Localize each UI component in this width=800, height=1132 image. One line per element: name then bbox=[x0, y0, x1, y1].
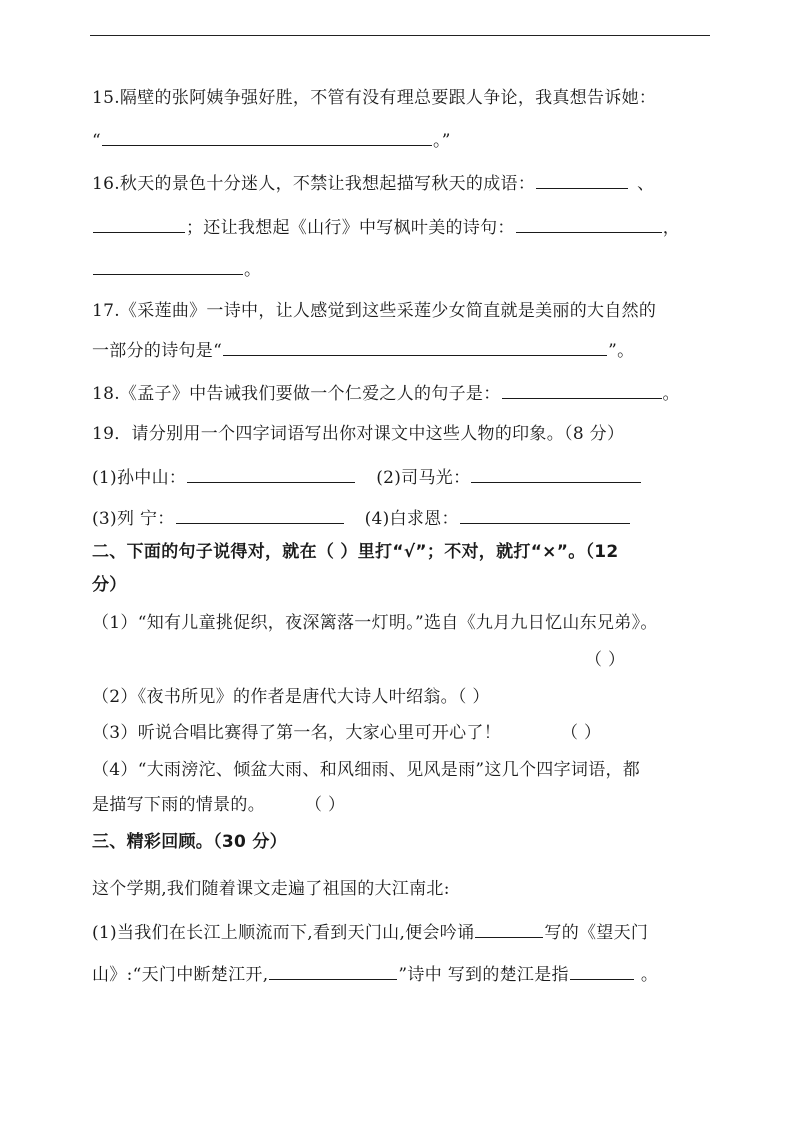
punct: 。 bbox=[244, 260, 262, 280]
item-text: 写的《望天门 bbox=[544, 923, 649, 943]
item-text: ”诗中 写到的楚江是指 bbox=[398, 965, 569, 985]
answer-blank[interactable] bbox=[102, 128, 432, 146]
question-17-text2: 一部分的诗句是“ bbox=[92, 341, 223, 361]
question-15-line2 bbox=[92, 128, 451, 153]
answer-blank[interactable] bbox=[536, 171, 628, 189]
open-quote: “ bbox=[92, 131, 101, 151]
punct: 、 bbox=[637, 174, 655, 194]
answer-paren[interactable]: （ ） bbox=[305, 795, 346, 815]
section-2-item1-answer[interactable] bbox=[585, 648, 625, 672]
answer-blank[interactable] bbox=[187, 465, 355, 483]
question-17-text: 17.《采莲曲》一诗中，让人感觉到这些采莲少女简直就是美丽的大自然的 bbox=[92, 301, 657, 321]
statement-text: （2）《夜书所见》的作者是唐代大诗人叶绍翁。（ ） bbox=[92, 687, 490, 707]
item-label: (1)孙中山： bbox=[92, 468, 187, 488]
answer-blank[interactable] bbox=[176, 506, 344, 524]
section-3-item1-line1 bbox=[92, 920, 648, 945]
punct: 。 bbox=[662, 384, 680, 404]
question-16-line3 bbox=[92, 257, 261, 282]
header-rule bbox=[90, 35, 710, 36]
answer-blank[interactable] bbox=[269, 962, 397, 980]
punct: ， bbox=[662, 218, 681, 238]
question-16-text-mid: ；还让我想起《山行》中写枫叶美的诗句： bbox=[186, 218, 515, 238]
intro-text: 这个学期,我们随着课文走遍了祖国的大江南北: bbox=[92, 879, 450, 899]
section-3-intro bbox=[92, 877, 450, 901]
answer-blank[interactable] bbox=[460, 506, 630, 524]
question-18 bbox=[92, 381, 680, 406]
item-label: (2)司马光： bbox=[376, 468, 471, 488]
question-16-line1 bbox=[92, 171, 654, 196]
answer-blank[interactable] bbox=[471, 465, 641, 483]
item-label: (3)列 宁： bbox=[92, 509, 175, 529]
section-2-title-line1 bbox=[92, 540, 619, 564]
question-17-line1 bbox=[92, 299, 656, 323]
section-2-title-line2 bbox=[92, 573, 127, 597]
answer-blank[interactable] bbox=[502, 381, 662, 399]
section-2-item4-line2 bbox=[92, 793, 345, 817]
section-3-title bbox=[92, 830, 287, 854]
question-16-line2 bbox=[92, 215, 680, 240]
statement-text: （4）“大雨滂沱、倾盆大雨、和风细雨、见风是雨”这几个四字词语，都 bbox=[92, 760, 641, 780]
section-2-item1 bbox=[92, 611, 658, 635]
answer-blank[interactable] bbox=[223, 338, 607, 356]
section-2-item4-line1 bbox=[92, 758, 640, 782]
answer-blank[interactable] bbox=[570, 962, 634, 980]
item-label: (4)白求恩： bbox=[364, 509, 459, 529]
section-2-item3 bbox=[92, 721, 601, 745]
answer-blank[interactable] bbox=[93, 257, 243, 275]
question-16-text: 16.秋天的景色十分迷人，不禁让我想起描写秋天的成语： bbox=[92, 174, 536, 194]
question-19-row2 bbox=[92, 506, 631, 531]
answer-blank[interactable] bbox=[93, 215, 185, 233]
section-2-item2 bbox=[92, 685, 490, 709]
statement-text: （1）“知有儿童挑促织，夜深篱落一灯明。”选自《九月九日忆山东兄弟》。 bbox=[92, 613, 658, 633]
answer-blank[interactable] bbox=[516, 215, 662, 233]
section-2-title: 二、下面的句子说得对，就在（ ）里打“√”；不对，就打“×”。（12 bbox=[92, 542, 619, 562]
item-text: (1)当我们在长江上顺流而下,看到天门山,便会吟诵 bbox=[92, 923, 475, 943]
answer-paren[interactable]: （ ） bbox=[561, 723, 602, 743]
question-19 bbox=[92, 422, 624, 446]
answer-paren[interactable]: （ ） bbox=[585, 650, 626, 670]
statement-text: （3）听说合唱比赛得了第一名，大家心里可开心了！ bbox=[92, 723, 502, 743]
statement-text: 是描写下雨的情景的。 bbox=[92, 795, 265, 815]
question-17-line2 bbox=[92, 338, 634, 363]
question-15-text: 15.隔壁的张阿姨争强好胜，不管有没有理总要跟人争论，我真想告诉她： bbox=[92, 88, 657, 108]
question-18-text: 18.《孟子》中告诫我们要做一个仁爱之人的句子是： bbox=[92, 384, 501, 404]
question-19-row1 bbox=[92, 465, 642, 490]
punct: 。 bbox=[640, 965, 659, 985]
punct: ”。 bbox=[608, 341, 635, 361]
close-quote: 。” bbox=[433, 131, 451, 151]
answer-blank[interactable] bbox=[475, 920, 543, 938]
section-2-title-cont: 分） bbox=[92, 575, 127, 595]
question-15-line1 bbox=[92, 86, 656, 110]
section-3-title-text: 三、精彩回顾。（30 分） bbox=[92, 832, 287, 852]
section-3-item1-line2 bbox=[92, 962, 658, 987]
item-text: 山》:“天门中断楚江开, bbox=[92, 965, 269, 985]
question-19-text: 19．请分别用一个四字词语写出你对课文中这些人物的印象。（8 分） bbox=[92, 424, 625, 444]
